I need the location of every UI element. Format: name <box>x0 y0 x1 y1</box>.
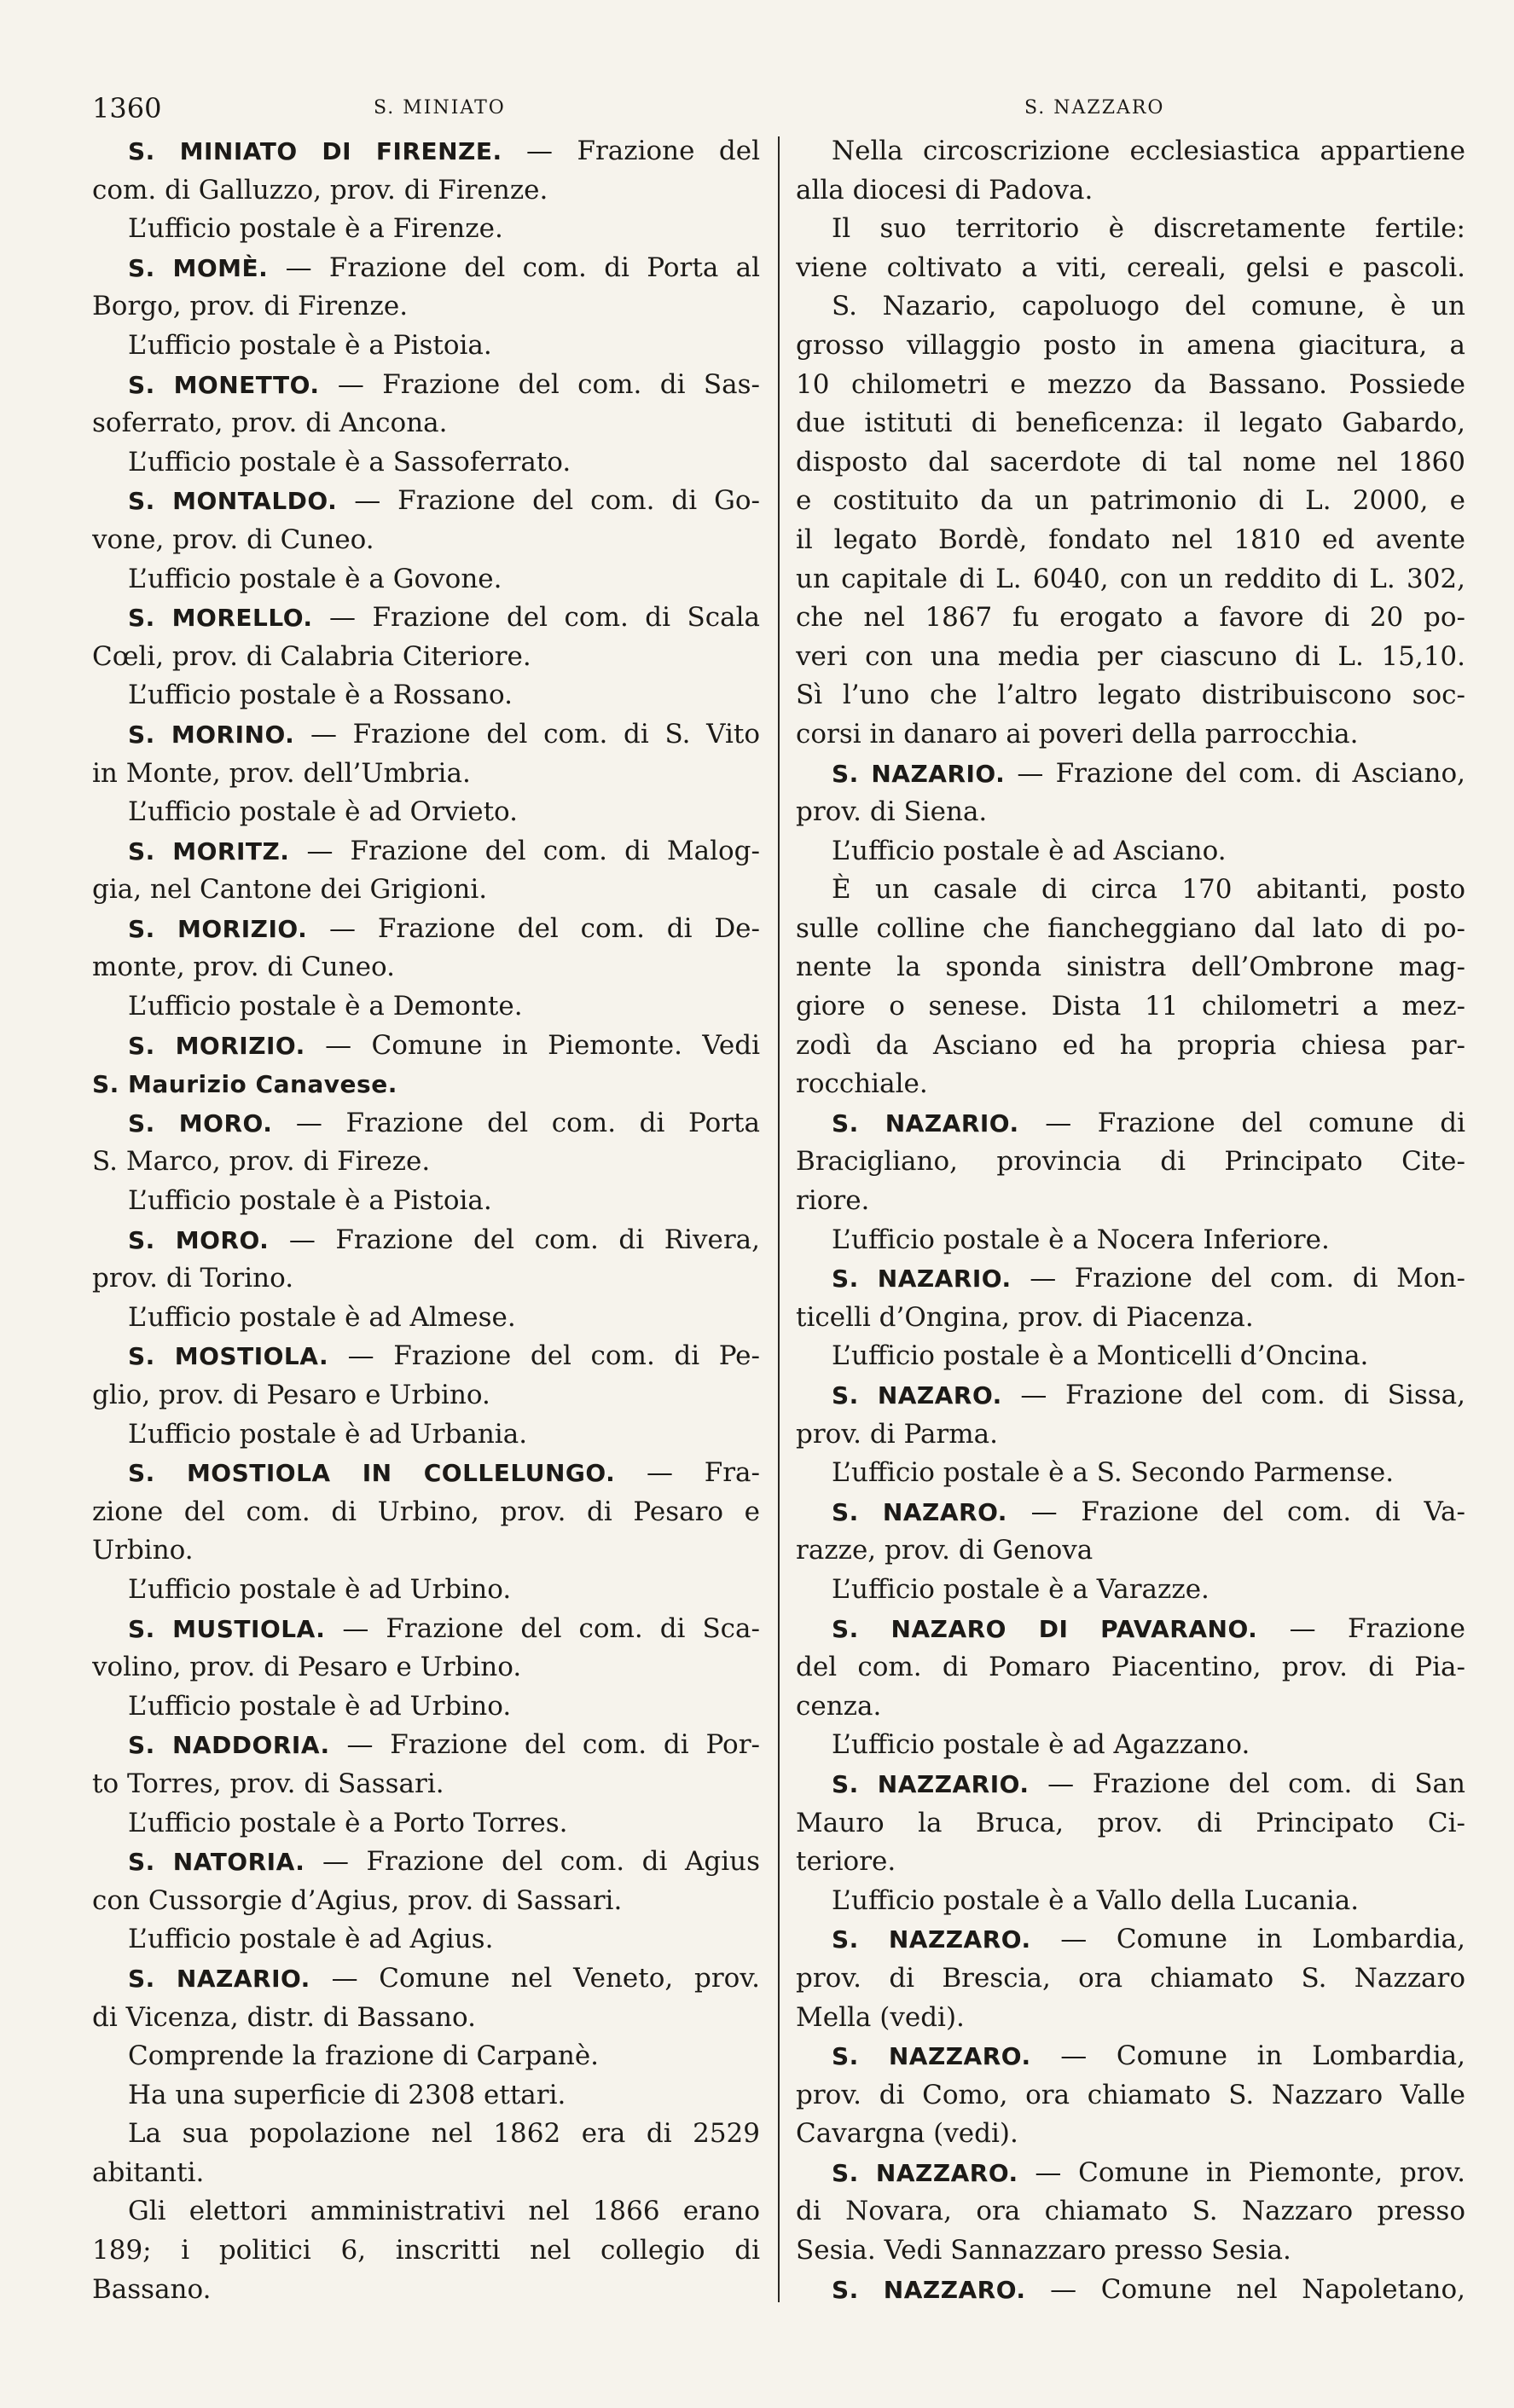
text-line <box>796 1959 1465 1999</box>
line-text: L’ufficio postale è a Pistoia. <box>128 329 492 361</box>
line-text: — Frazione del com. di Sissa, <box>1001 1380 1465 1410</box>
text-line <box>796 521 1465 560</box>
line-text: È un casale di circa 170 abitanti, posto <box>832 874 1465 906</box>
text-line <box>92 987 760 1027</box>
entry-head-line <box>92 249 760 288</box>
line-text: due istituti di beneficenza: il legato Gabardo, <box>796 408 1465 439</box>
text-line <box>92 2192 760 2231</box>
text-line <box>92 1999 760 2038</box>
text-line <box>796 1415 1465 1455</box>
line-text: Comprende la frazione di Carpanè. <box>128 2040 600 2072</box>
text-line <box>796 1065 1465 1104</box>
entry-headword: S. MOSTIOLA. <box>128 1342 329 1371</box>
entry-headword: S. NAZARIO. <box>832 759 1006 788</box>
line-text: — Comune in Piemonte. Vedi <box>305 1029 760 1061</box>
entry-head-line <box>92 366 760 405</box>
line-text: abitanti. <box>92 2156 205 2188</box>
text-line <box>92 1804 760 1844</box>
text-line <box>796 676 1465 715</box>
line-text: L’ufficio postale è a Rossano. <box>128 680 513 711</box>
text-line <box>92 1415 760 1455</box>
line-text: alla diocesi di Padova. <box>796 174 1093 205</box>
line-text: — Frazione del com. di Rivera, <box>269 1224 760 1255</box>
line-text: Nella circoscrizione ecclesiastica appartiene <box>832 136 1465 166</box>
text-line <box>92 2115 760 2154</box>
text-line <box>92 210 760 249</box>
text-line <box>796 327 1465 366</box>
line-text: veri con una media per ciascuno di L. 15,10. <box>796 640 1465 672</box>
line-text: il legato Bordè, fondato nel 1810 ed avente <box>796 524 1465 555</box>
line-text: — Frazione del com. di Scala <box>312 602 760 634</box>
line-text: Mella (vedi). <box>796 2001 965 2033</box>
text-line <box>92 287 760 327</box>
text-line <box>92 2076 760 2116</box>
line-text: L’ufficio postale è a Demonte. <box>128 991 523 1022</box>
entry-headword: S. MONTALDO. <box>128 487 338 516</box>
line-text: sulle colline che fiancheggiano dal lato di po- <box>796 912 1465 944</box>
text-line <box>796 210 1465 249</box>
line-text: L’ufficio postale è a Govone. <box>128 563 502 594</box>
line-text: L’ufficio postale è a Pistoia. <box>128 1185 492 1217</box>
line-text: monte, prov. di Cuneo. <box>92 952 395 983</box>
page-number: 1360 <box>92 92 162 124</box>
entry-headword: S. NAZARO. <box>832 1497 1007 1526</box>
line-text: prov. di Parma. <box>796 1418 998 1450</box>
line-text: L’ufficio postale è a Sassoferrato. <box>128 446 571 478</box>
line-text: riore. <box>796 1185 870 1217</box>
line-text: — Frazione del com. di Va- <box>1006 1496 1465 1527</box>
line-text: — Fra- <box>615 1457 760 1489</box>
line-text: — Frazione del com. di Malog- <box>289 835 760 866</box>
entry-headword: S. MUSTIOLA. <box>128 1614 326 1643</box>
entry-head-line <box>92 1959 760 1999</box>
text-line <box>796 832 1465 871</box>
text-line <box>796 2231 1465 2271</box>
line-text: Gli elettori amministrativi nel 1866 erano <box>128 2196 760 2227</box>
line-text: Bracigliano, provincia di Principato Cite- <box>796 1146 1465 1178</box>
line-text: soferrato, prov. di Ancona. <box>92 408 448 439</box>
entry-headword: S. NAZZARO. <box>832 2158 1018 2187</box>
text-line <box>92 871 760 910</box>
line-text: L’ufficio postale è ad Urbino. <box>128 1690 512 1722</box>
line-text: to Torres, prov. di Sassari. <box>92 1768 444 1799</box>
text-line <box>92 327 760 366</box>
entry-head-line <box>92 1027 760 1066</box>
right-column <box>796 132 1465 2309</box>
line-text: gia, nel Cantone dei Grigioni. <box>92 874 488 906</box>
line-text: volino, prov. di Pesaro e Urbino. <box>92 1652 522 1683</box>
text-line <box>796 1804 1465 1844</box>
line-text: — Comune nel Veneto, prov. <box>310 1962 760 1994</box>
line-text: — Comune in Piemonte, prov. <box>1018 2156 1465 2188</box>
line-text: — Frazione del com. di Porta al <box>268 252 760 283</box>
text-line <box>796 1531 1465 1571</box>
entry-headword: S. MORO. <box>128 1108 273 1137</box>
entry-head-line <box>796 1920 1465 1959</box>
text-line <box>796 1882 1465 1921</box>
line-text: prov. di Siena. <box>796 796 988 828</box>
entry-headword: S. MOSTIOLA IN COLLELUNGO. <box>128 1459 616 1488</box>
line-text: 10 chilometri e mezzo da Bassano. Possiede <box>796 368 1465 400</box>
line-text: — Frazione del com. di Porta <box>272 1107 760 1138</box>
entry-head-line <box>92 1726 760 1765</box>
line-text: vone, prov. di Cuneo. <box>92 524 374 555</box>
text-line <box>92 1920 760 1959</box>
line-text: L’ufficio postale è a S. Secondo Parmense. <box>832 1457 1395 1489</box>
line-text: Il suo territorio è discretamente fertile: <box>832 213 1465 245</box>
line-text: — Comune in Lombardia, <box>1030 2040 1465 2072</box>
text-line <box>796 871 1465 910</box>
text-line <box>796 1999 1465 2038</box>
text-line <box>796 1571 1465 1610</box>
text-line <box>92 521 760 560</box>
text-line <box>92 1182 760 1221</box>
entry-head-line <box>92 832 760 871</box>
line-text: — Frazione del com. di San <box>1029 1768 1465 1799</box>
text-line <box>92 638 760 677</box>
line-text: e costituito da un patrimonio di L. 2000, e <box>796 485 1465 517</box>
text-line <box>92 1571 760 1610</box>
entry-head-line <box>92 1337 760 1376</box>
line-text: nente la sponda sinistra dell’Ombrone mag- <box>796 952 1465 983</box>
text-line <box>796 1454 1465 1493</box>
line-text: L’ufficio postale è a Vallo della Lucania. <box>832 1884 1360 1916</box>
text-line <box>92 1143 760 1182</box>
entry-headword: S. Maurizio Canavese. <box>92 1070 397 1099</box>
text-line <box>796 132 1465 171</box>
line-text: L’ufficio postale è a Nocera Inferiore. <box>832 1224 1330 1255</box>
entry-headword: S. NATORIA. <box>128 1848 305 1877</box>
line-text: un capitale di L. 6040, con un reddito di L. 302, <box>796 563 1465 594</box>
text-line <box>796 366 1465 405</box>
text-line <box>92 1648 760 1687</box>
line-text: prov. di Brescia, ora chiamato S. Nazzaro <box>796 1962 1465 1994</box>
line-text: — Comune in Lombardia, <box>1030 1924 1465 1955</box>
entry-headword: S. NAZARIO. <box>128 1964 310 1993</box>
line-text: — Frazione <box>1257 1612 1465 1644</box>
text-line <box>796 1337 1465 1376</box>
line-text: L’ufficio postale è ad Urbino. <box>128 1573 512 1605</box>
text-line <box>796 987 1465 1027</box>
line-text: Sesia. Vedi Sannazzaro presso Sesia. <box>796 2235 1291 2266</box>
line-text: zione del com. di Urbino, prov. di Pesaro e <box>92 1496 760 1527</box>
line-text: — Frazione del com. di Go- <box>337 485 760 517</box>
line-text: L’ufficio postale è a Varazze. <box>832 1573 1209 1605</box>
text-line <box>92 676 760 715</box>
entry-head-line <box>92 715 760 755</box>
entry-headword: S. MORIZIO. <box>128 914 308 943</box>
line-text: L’ufficio postale è ad Agius. <box>128 1924 494 1955</box>
line-text: ticelli d’Ongina, prov. di Piacenza. <box>796 1301 1254 1333</box>
line-text: L’ufficio postale è ad Asciano. <box>832 835 1227 866</box>
entry-head-line <box>796 2154 1465 2193</box>
text-line <box>92 1376 760 1415</box>
entry-headword: S. NAZZARO. <box>832 2275 1026 2304</box>
text-line <box>92 1493 760 1532</box>
line-text: Cavargna (vedi). <box>796 2118 1018 2150</box>
line-text: grosso villaggio posto in amena giacitura, a <box>796 329 1465 361</box>
line-text: con Cussorgie d’Agius, prov. di Sassari. <box>92 1884 623 1916</box>
line-text: Mauro la Bruca, prov. di Principato Ci- <box>796 1807 1465 1838</box>
entry-headword: S. NAZZARIO. <box>832 1769 1030 1798</box>
text-line <box>796 249 1465 288</box>
column-divider <box>778 136 780 2302</box>
entry-head-line <box>796 2037 1465 2076</box>
text-line <box>92 2154 760 2193</box>
text-line <box>92 2231 760 2271</box>
line-text: cenza. <box>796 1690 882 1722</box>
line-text: — Frazione del com. di Asciano, <box>1005 757 1465 789</box>
entry-head-line <box>92 910 760 949</box>
entry-head-line <box>92 1454 760 1493</box>
text-line <box>796 1027 1465 1066</box>
line-text: L’ufficio postale è ad Agazzano. <box>832 1729 1250 1761</box>
entry-head-line <box>92 1610 760 1649</box>
page-header <box>92 92 1457 131</box>
line-text: L’ufficio postale è ad Orvieto. <box>128 796 518 828</box>
text-line <box>92 948 760 987</box>
running-head-right: S. NAZZARO <box>1024 97 1165 119</box>
text-line <box>796 1648 1465 1687</box>
text-line <box>92 1687 760 1727</box>
line-text: 189; i politici 6, inscritti nel collegio di <box>92 2235 760 2266</box>
entry-head-line <box>92 132 760 171</box>
line-text: Ha una superficie di 2308 ettari. <box>128 2079 566 2110</box>
line-text: — Frazione del com. di S. Vito <box>294 718 760 750</box>
line-text: teriore. <box>796 1846 896 1878</box>
line-text: corsi in danaro ai poveri della parrocchia. <box>796 718 1359 750</box>
line-text: rocchiale. <box>796 1068 928 1100</box>
entry-head-line <box>796 1104 1465 1143</box>
line-text: L’ufficio postale è a Porto Torres. <box>128 1807 568 1838</box>
text-line <box>92 1259 760 1299</box>
entry-headword: S. NADDORIA. <box>128 1731 330 1760</box>
entry-head-line <box>92 1843 760 1882</box>
text-line <box>796 715 1465 755</box>
line-text: viene coltivato a viti, cereali, gelsi e pascoli. <box>796 252 1465 283</box>
entry-headword: S. NAZZARO. <box>832 1925 1031 1954</box>
text-line <box>796 404 1465 443</box>
entry-head-line <box>92 1221 760 1260</box>
entry-head-line <box>796 755 1465 794</box>
text-line <box>92 1765 760 1804</box>
line-text: — Frazione del com. di Agius <box>305 1846 760 1878</box>
text-line <box>796 793 1465 832</box>
text-line <box>92 1531 760 1571</box>
text-line <box>92 1299 760 1338</box>
text-line <box>796 1687 1465 1727</box>
line-text: di Vicenza, distr. di Bassano. <box>92 2001 476 2033</box>
text-line <box>796 1182 1465 1221</box>
line-text: Sì l’uno che l’altro legato distribuiscono soc- <box>796 680 1465 711</box>
text-line <box>92 755 760 794</box>
text-line <box>796 1143 1465 1182</box>
entry-headword: S. NAZARO. <box>832 1381 1002 1409</box>
text-line <box>92 171 760 211</box>
entry-head-line <box>796 1610 1465 1649</box>
line-text: zodì da Asciano ed ha propria chiesa par- <box>796 1029 1465 1061</box>
text-line <box>796 948 1465 987</box>
line-text: che nel 1867 fu erogato a favore di 20 po- <box>796 602 1465 634</box>
text-line <box>796 1299 1465 1338</box>
text-line <box>796 2076 1465 2116</box>
line-text: S. Marco, prov. di Fireze. <box>92 1146 431 1178</box>
line-text: — Frazione del com. di Sca- <box>325 1612 760 1644</box>
entry-headword: S. MORO. <box>128 1225 270 1254</box>
entry-headword: S. NAZARIO. <box>832 1265 1012 1294</box>
entry-head-line <box>796 2271 1465 2310</box>
entry-head-line <box>92 599 760 638</box>
line-text: glio, prov. di Pesaro e Urbino. <box>92 1380 490 1410</box>
text-line <box>92 1882 760 1921</box>
text-line <box>796 1843 1465 1882</box>
entry-headword: S. NAZZARO. <box>832 2042 1031 2071</box>
text-line <box>92 404 760 443</box>
text-line <box>92 443 760 483</box>
line-text: — Frazione del com. di Por- <box>329 1729 760 1761</box>
entry-headword: S. MORIZIO. <box>128 1031 305 1060</box>
line-text: Borgo, prov. di Firenze. <box>92 291 409 322</box>
text-line <box>92 2037 760 2076</box>
line-text: — Frazione del comune di <box>1018 1107 1465 1138</box>
text-line <box>796 2115 1465 2154</box>
text-line <box>796 171 1465 211</box>
text-line <box>796 2192 1465 2231</box>
entry-head-line <box>796 1376 1465 1415</box>
entry-headword: S. MORELLO. <box>128 604 313 633</box>
line-text: com. di Galluzzo, prov. di Firenze. <box>92 174 548 205</box>
line-text: — Frazione del com. di Pe- <box>328 1340 760 1372</box>
line-text: in Monte, prov. dell’Umbria. <box>92 757 471 789</box>
line-text: L’ufficio postale è ad Almese. <box>128 1301 516 1333</box>
entry-head-line <box>92 1104 760 1143</box>
entry-head-line <box>92 482 760 521</box>
line-text: La sua popolazione nel 1862 era di 2529 <box>128 2118 760 2150</box>
line-text: disposto dal sacerdote di tal nome nel 1860 <box>796 446 1465 478</box>
line-text: di Novara, ora chiamato S. Nazzaro presso <box>796 2196 1465 2227</box>
left-column <box>92 132 760 2309</box>
entry-headword: S. NAZARO DI PAVARANO. <box>832 1614 1258 1643</box>
text-line <box>92 560 760 599</box>
running-head-left: S. MINIATO <box>374 97 506 119</box>
entry-head-line <box>92 1065 760 1104</box>
text-line <box>796 638 1465 677</box>
line-text: S. Nazario, capoluogo del comune, è un <box>832 291 1465 322</box>
line-text: L’ufficio postale è a Firenze. <box>128 213 503 245</box>
text-line <box>796 482 1465 521</box>
line-text: Cœli, prov. di Calabria Citeriore. <box>92 640 531 672</box>
text-line <box>796 1726 1465 1765</box>
text-line <box>796 287 1465 327</box>
text-line <box>796 910 1465 949</box>
entry-headword: S. MORINO. <box>128 720 295 749</box>
line-text: — Comune nel Napoletano, <box>1025 2273 1465 2305</box>
text-line <box>796 560 1465 599</box>
entry-headword: S. MORITZ. <box>128 836 290 865</box>
entry-headword: S. MOMÈ. <box>128 253 269 282</box>
text-line <box>92 2271 760 2310</box>
line-text: — Frazione del com. di Sas- <box>319 368 760 400</box>
line-text: Bassano. <box>92 2273 212 2305</box>
entry-headword: S. NAZARIO. <box>832 1108 1019 1137</box>
line-text: Urbino. <box>92 1535 194 1566</box>
entry-head-line <box>796 1259 1465 1299</box>
text-line <box>796 443 1465 483</box>
line-text: — Frazione del com. di De- <box>307 912 760 944</box>
line-text: L’ufficio postale è ad Urbania. <box>128 1418 528 1450</box>
line-text: prov. di Como, ora chiamato S. Nazzaro Valle <box>796 2079 1465 2110</box>
text-line <box>796 1221 1465 1260</box>
entry-head-line <box>796 1493 1465 1532</box>
line-text: giore o senese. Dista 11 chilometri a mez- <box>796 991 1465 1022</box>
line-text: — Frazione del com. di Mon- <box>1011 1263 1465 1294</box>
text-line <box>92 793 760 832</box>
line-text: del com. di Pomaro Piacentino, prov. di Pia- <box>796 1652 1465 1683</box>
entry-headword: S. MINIATO DI FIRENZE. <box>128 137 502 165</box>
line-text: — Frazione del <box>502 136 760 166</box>
line-text: prov. di Torino. <box>92 1263 294 1294</box>
line-text: razze, prov. di Genova <box>796 1535 1093 1566</box>
entry-head-line <box>796 1765 1465 1804</box>
text-line <box>796 599 1465 638</box>
entry-headword: S. MONETTO. <box>128 370 320 399</box>
line-text: L’ufficio postale è a Monticelli d’Oncina. <box>832 1340 1369 1372</box>
